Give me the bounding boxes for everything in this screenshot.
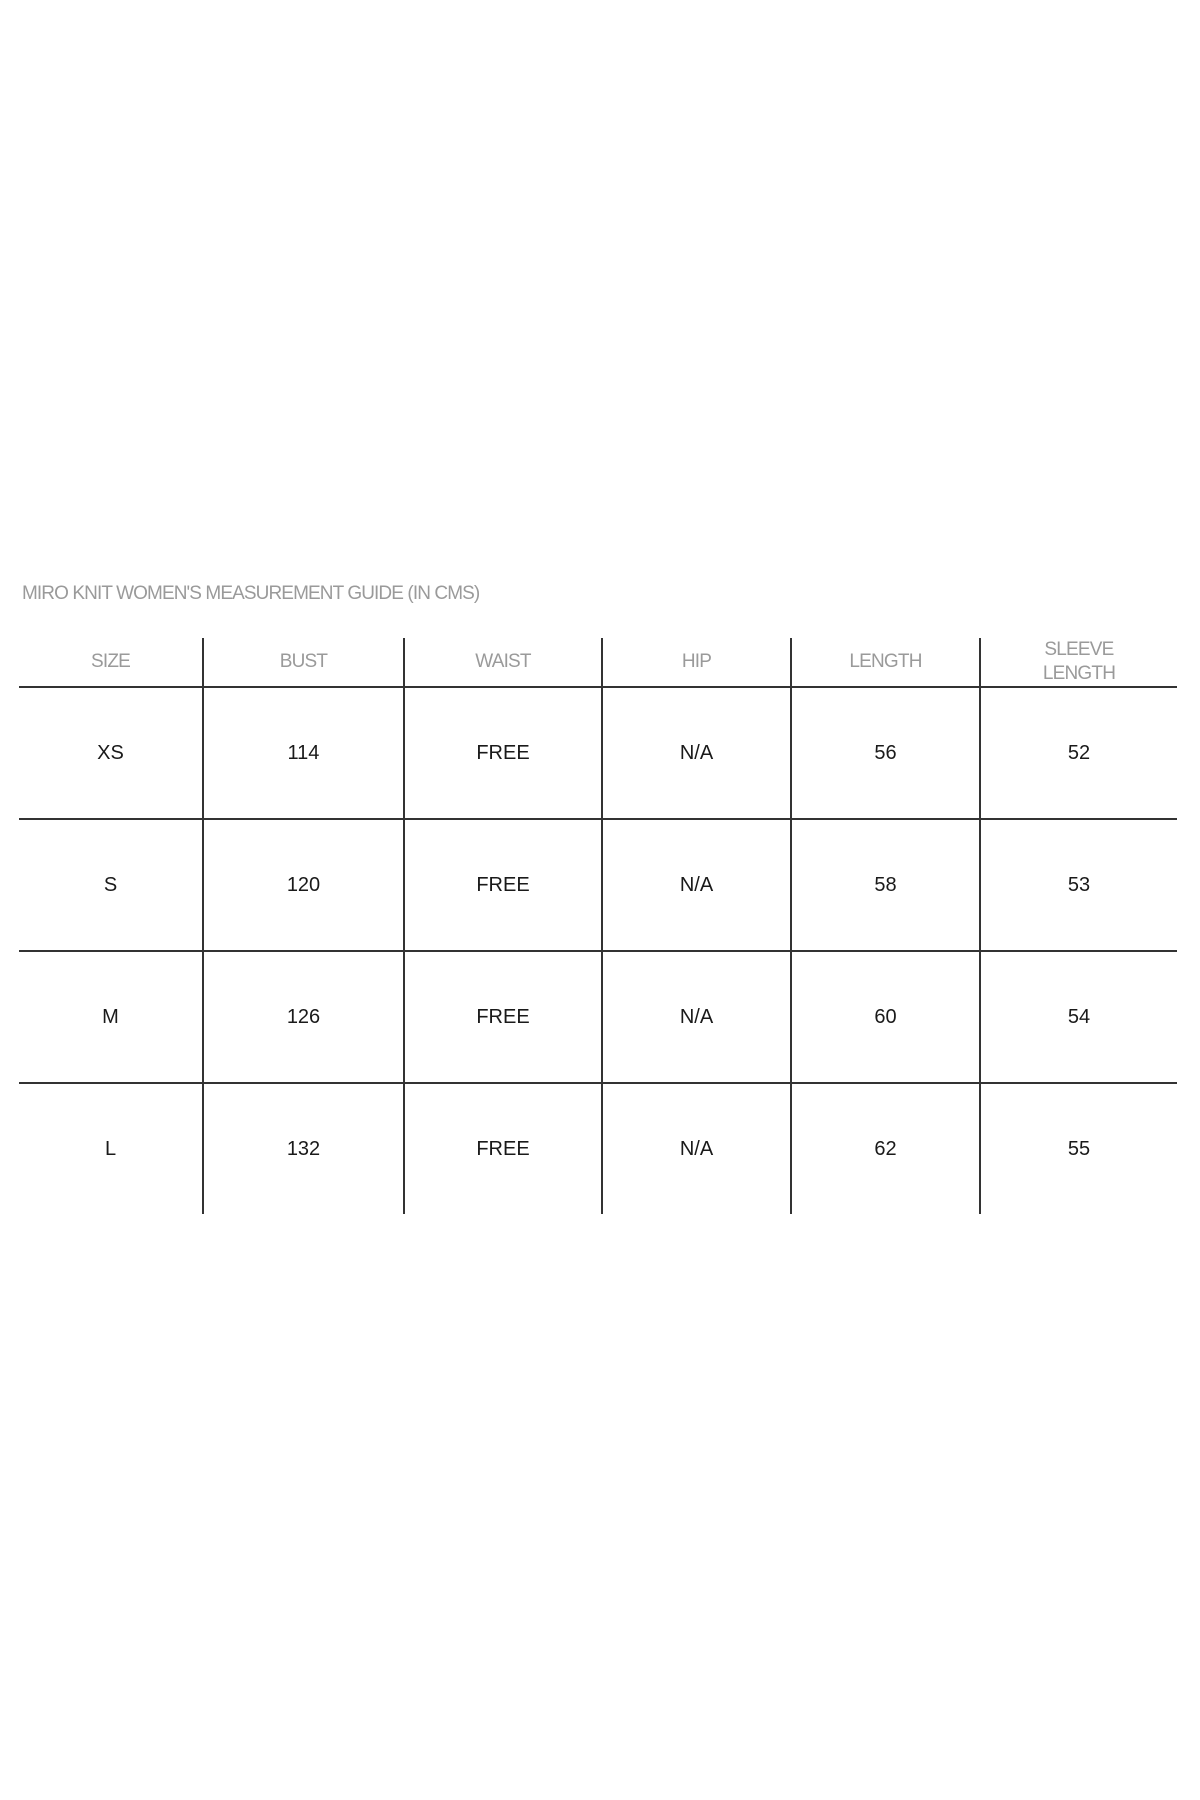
- cell-waist: FREE: [404, 687, 602, 819]
- table-row: [19, 951, 1177, 1083]
- cell-hip: N/A: [602, 1083, 791, 1214]
- cell-bust: 120: [203, 819, 404, 951]
- cell-length: 58: [791, 819, 980, 951]
- cell-size: S: [19, 819, 203, 951]
- cell-bust: 132: [203, 1083, 404, 1214]
- cell-sleeve-length: 54: [980, 951, 1177, 1083]
- cell-bust: 126: [203, 951, 404, 1083]
- header-bust: BUST: [203, 638, 404, 687]
- cell-size: M: [19, 951, 203, 1083]
- header-hip: HIP: [602, 638, 791, 687]
- cell-length: 56: [791, 687, 980, 819]
- size-chart-table: [19, 638, 1177, 1214]
- cell-waist: FREE: [404, 951, 602, 1083]
- cell-waist: FREE: [404, 819, 602, 951]
- cell-length: 60: [791, 951, 980, 1083]
- table-row: [19, 687, 1177, 819]
- cell-size: L: [104, 1137, 117, 1160]
- cell-size: XS: [19, 687, 203, 819]
- cell-sleeve-length: 53: [980, 819, 1177, 951]
- cell-bust: 114: [203, 687, 404, 819]
- cell-length: 62: [791, 1083, 980, 1214]
- cell-hip: N/A: [602, 819, 791, 951]
- header-length: LENGTH: [791, 638, 980, 687]
- table-header-row: [19, 638, 1177, 687]
- cell-sleeve-length: 55: [980, 1083, 1177, 1214]
- cell-hip: N/A: [602, 951, 791, 1083]
- cell-waist: FREE: [404, 1083, 602, 1214]
- header-sleeve-length: SLEEVE LENGTH: [980, 638, 1177, 687]
- measurement-guide-title: MIRO KNIT WOMEN'S MEASUREMENT GUIDE (IN CMS): [22, 583, 480, 604]
- header-waist: WAIST: [404, 638, 602, 687]
- cell-hip: N/A: [602, 687, 791, 819]
- table-row: [19, 1083, 1177, 1214]
- header-size: SIZE: [19, 638, 203, 687]
- cell-sleeve-length: 52: [980, 687, 1177, 819]
- table-row: [19, 819, 1177, 951]
